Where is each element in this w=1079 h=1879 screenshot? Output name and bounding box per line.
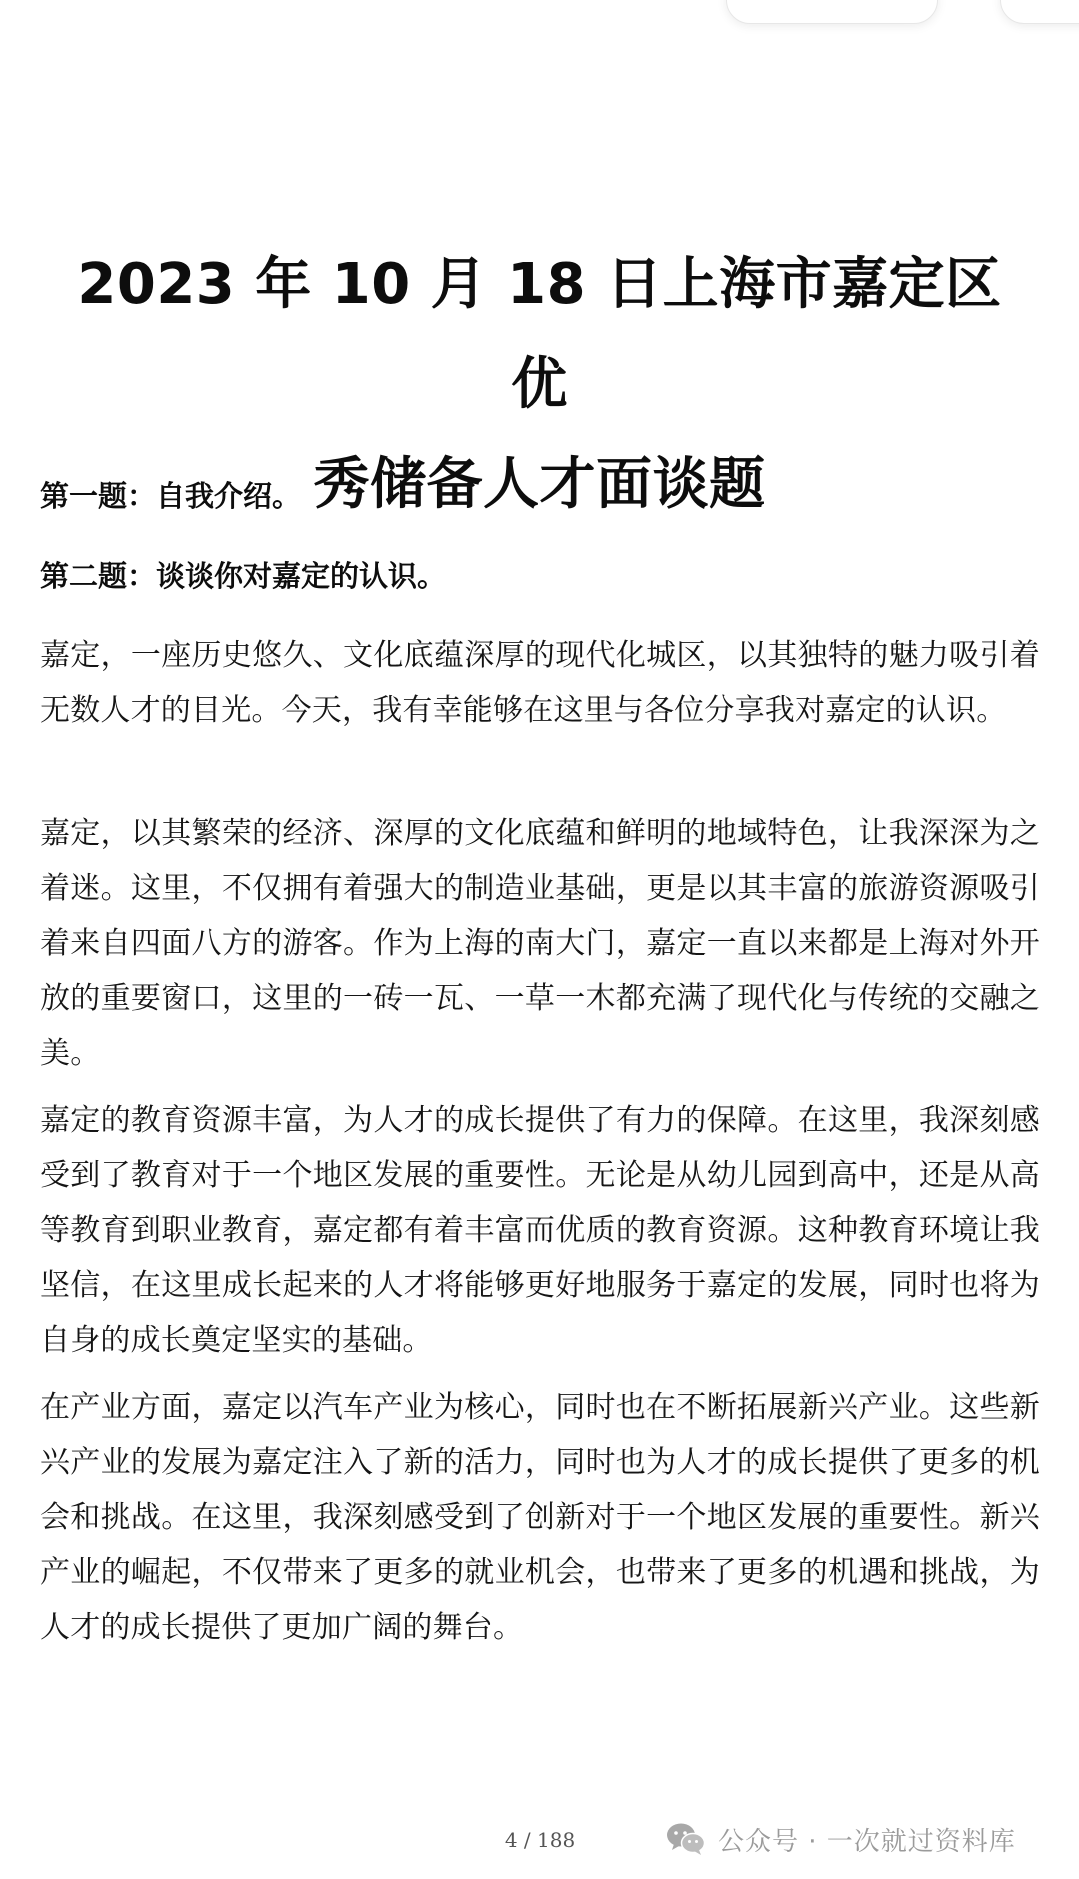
- paragraph-2: 嘉定，以其繁荣的经济、深厚的文化底蕴和鲜明的地域特色，让我深深为之着迷。这里，不仅拥有着强大的制造业基础，更是以其丰富的旅游资源吸引着来自四面八方的游客。作为上海的南大门，嘉定一直以来都是上海对外开放的重要窗口，这里的一砖一瓦、一草一木都充满了现代化与传统的交融之美。: [40, 816, 1040, 1071]
- wechat-icon: [666, 1822, 706, 1856]
- question-1: 第一题：自我介绍。: [40, 479, 302, 513]
- title-line-2: 秀储备人才面谈题: [313, 452, 766, 517]
- title-line-1: 2023 年 10 月 18 日上海市嘉定区优: [77, 252, 1002, 417]
- paragraph-1: 嘉定，一座历史悠久、文化底蕴深厚的现代化城区，以其独特的魅力吸引着无数人才的目光。今天，我有幸能够在这里与各位分享我对嘉定的认识。: [40, 638, 1040, 728]
- paragraph-3: 嘉定的教育资源丰富，为人才的成长提供了有力的保障。在这里，我深刻感受到了教育对于一个地区发展的重要性。无论是从幼儿园到高中，还是从高等教育到职业教育，嘉定都有着丰富而优质的教育资源。这种教育环境让我坚信，在这里成长起来的人才将能够更好地服务于嘉定的发展，同时也将为自身的成长奠定坚实的基础。: [40, 1103, 1040, 1358]
- paragraph-4: 在产业方面，嘉定以汽车产业为核心，同时也在不断拓展新兴产业。这些新兴产业的发展为嘉定注入了新的活力，同时也为人才的成长提供了更多的机会和挑战。在这里，我深刻感受到了创新对于一个地区发展的重要性。新兴产业的崛起，不仅带来了更多的就业机会，也带来了更多的机遇和挑战，为人才的成长提供了更加广阔的舞台。: [40, 1390, 1040, 1645]
- page-indicator: 4 / 188: [504, 1828, 576, 1852]
- watermark: [666, 1814, 1016, 1864]
- question-2: 第二题：谈谈你对嘉定的认识。: [40, 559, 447, 593]
- watermark-text: 公众号 · 一次就过资料库: [718, 1826, 1016, 1857]
